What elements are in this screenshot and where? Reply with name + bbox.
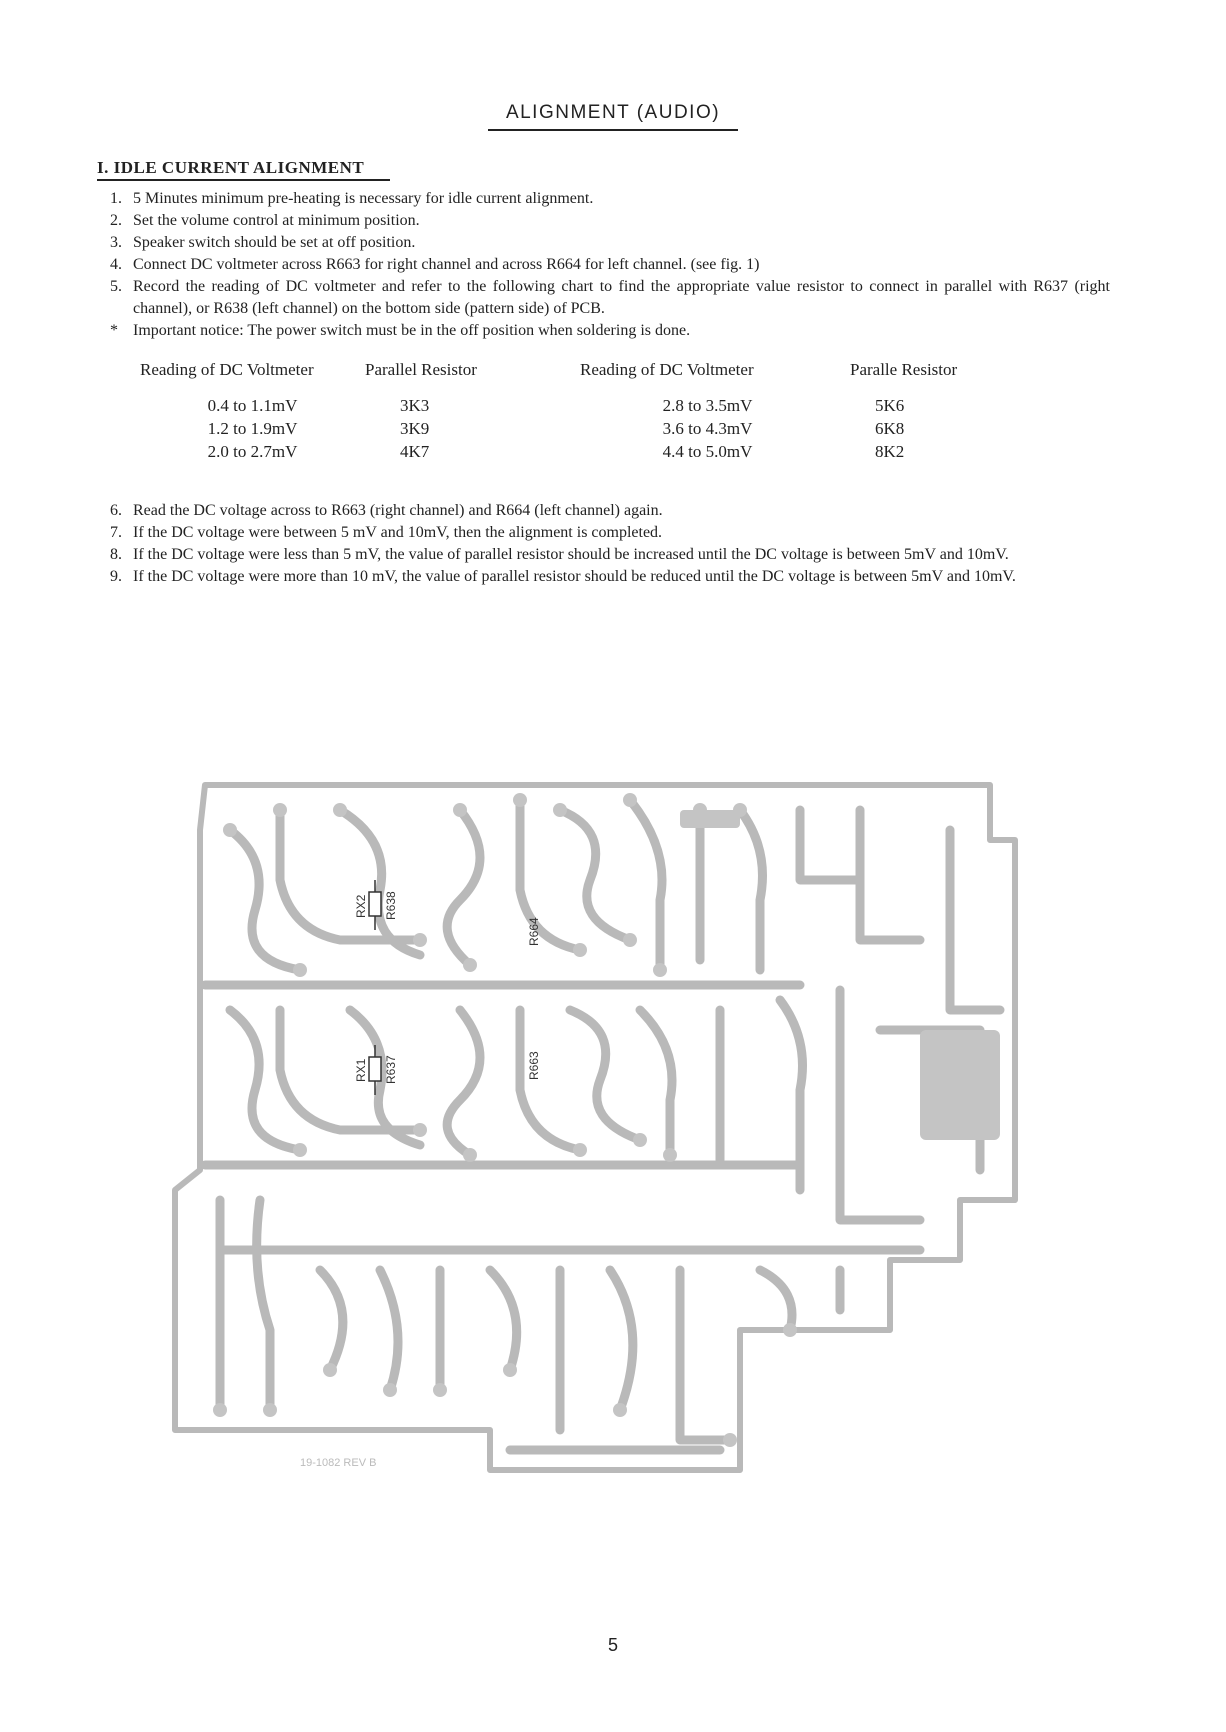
board-code-label: 19-1082 REV B — [300, 1457, 377, 1469]
section-heading: I. IDLE CURRENT ALIGNMENT — [97, 158, 365, 177]
title-underline — [488, 129, 738, 131]
step-item: 7. If the DC voltage were between 5 mV and 10mV, then the alignment is completed. — [110, 524, 663, 541]
alignment-steps-part-2 — [110, 500, 1110, 588]
rx2-label: RX2 — [354, 894, 368, 918]
r663-label: R663 — [527, 1051, 541, 1080]
r638-label: R638 — [384, 891, 398, 920]
r637-label: R637 — [384, 1055, 398, 1084]
column-header: Reading of DC Voltmeter — [140, 360, 314, 379]
step-item: 5. Record the reading of DC voltmeter and refer to the following chart to find the appropriate value resistor to connect in parallel with R637 (right channel), or R638 (left channel) on the bottom side (pattern side) of PCB. — [110, 278, 1110, 317]
table-header-row — [140, 360, 1055, 394]
alignment-steps-part-1 — [110, 188, 1110, 342]
step-item: 2. Set the volume control at minimum position. — [110, 212, 420, 229]
column-header: Reading of DC Voltmeter — [580, 360, 754, 379]
important-notice: * Important notice: The power switch must be in the off position when soldering is done. — [110, 322, 691, 339]
column-header: Paralle Resistor — [850, 360, 958, 379]
table-row: 0.4 to 1.1mV 3K3 2.8 to 3.5mV 5K6 — [207, 395, 905, 415]
step-item: 4. Connect DC voltmeter across R663 for right channel and across R664 for left channel. (see fig. 1) — [110, 256, 760, 273]
rx1-label: RX1 — [354, 1058, 368, 1082]
table-row: 1.2 to 1.9mV 3K9 3.6 to 4.3mV 6K8 — [207, 418, 905, 438]
column-header: Parallel Resistor — [365, 360, 477, 379]
table-row: 2.0 to 2.7mV 4K7 4.4 to 5.0mV 8K2 — [207, 441, 905, 461]
step-item: 8. If the DC voltage were less than 5 mV, the value of parallel resistor should be increased until the DC voltage is between 5mV and 10mV. — [110, 546, 1009, 563]
pcb-pattern-diagram — [160, 770, 1020, 1480]
step-item: 1. 5 Minutes minimum pre-heating is necessary for idle current alignment. — [110, 190, 594, 207]
page-number: 5 — [607, 1635, 618, 1655]
r664-label: R664 — [527, 917, 541, 946]
step-item: 6. Read the DC voltage across to R663 (right channel) and R664 (left channel) again. — [110, 502, 663, 519]
resistor-selection-table — [140, 360, 1055, 463]
section-underline — [97, 179, 390, 181]
pcb-traces — [175, 785, 1015, 1470]
step-item: 3. Speaker switch should be set at off position. — [110, 234, 416, 251]
page-title: ALIGNMENT (AUDIO) — [505, 102, 721, 123]
step-item: 9. If the DC voltage were more than 10 mV, the value of parallel resistor should be reduced until the DC voltage is between 5mV and 10mV. — [110, 568, 1016, 585]
